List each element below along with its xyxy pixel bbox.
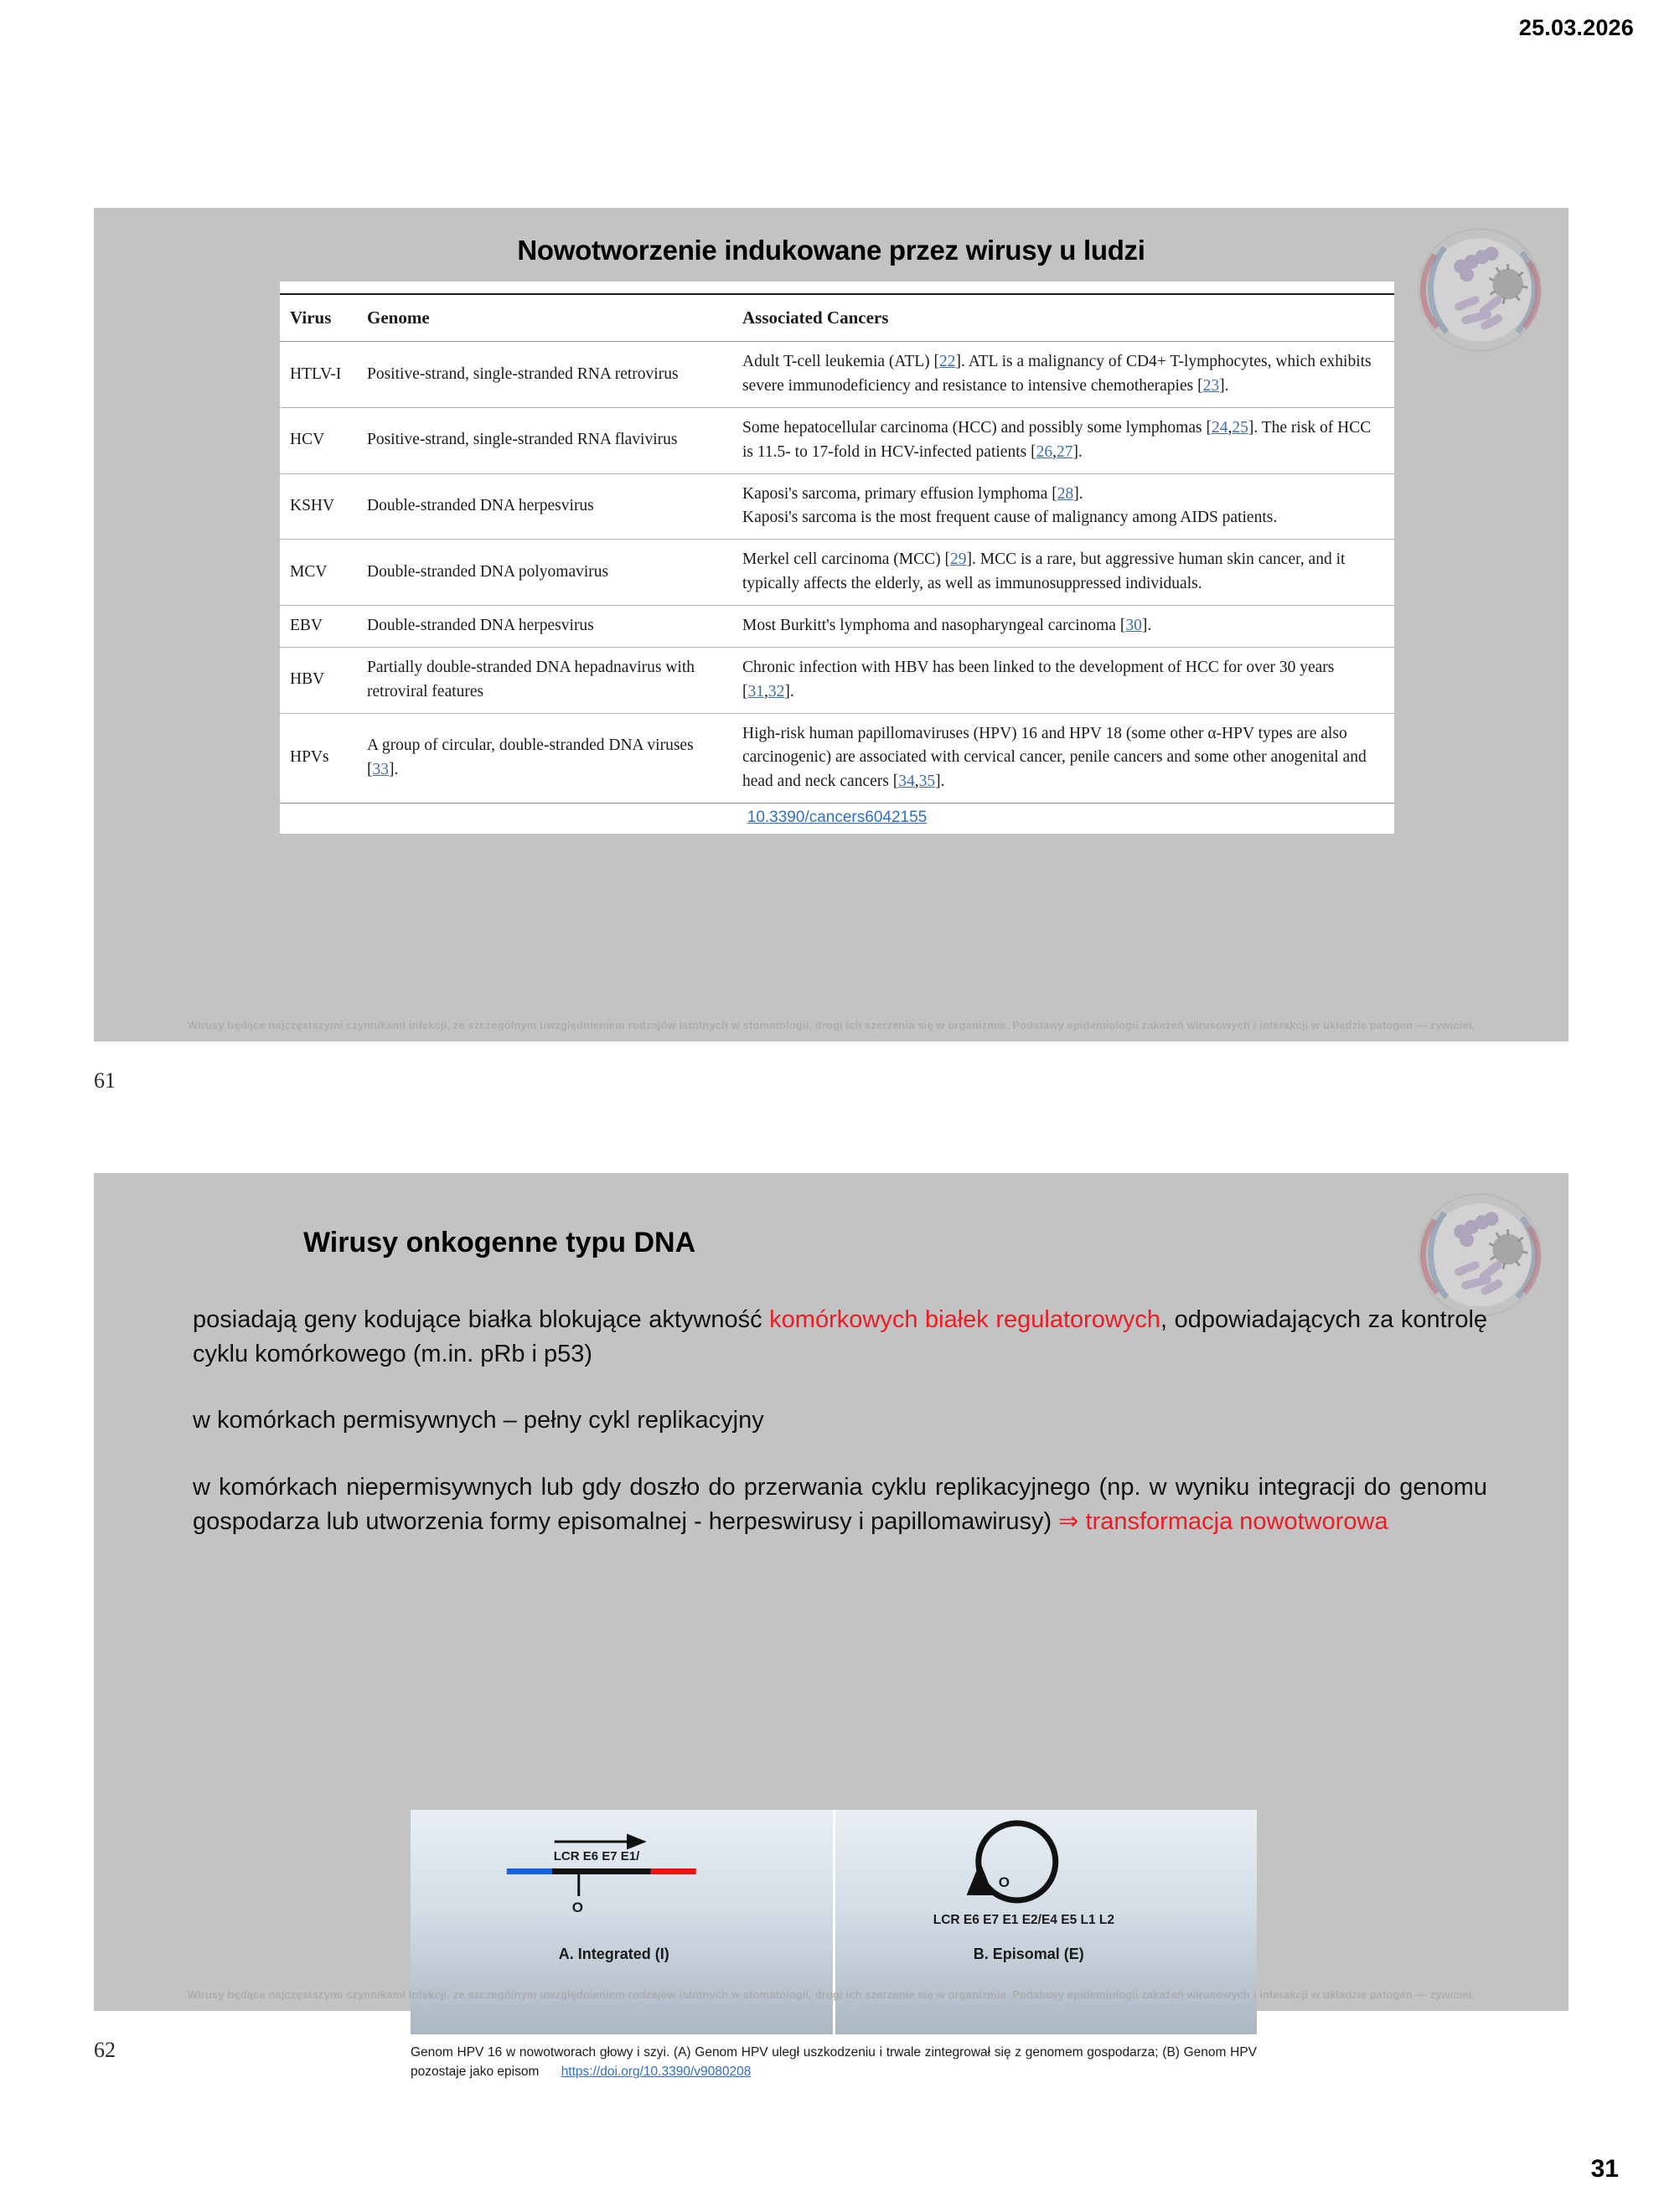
body-text: w komórkach permisywnych – pełny cykl replikacyjny	[193, 1407, 764, 1434]
slide-61-title: Nowotworzenie indukowane przez wirusy u ludzi	[517, 235, 1145, 266]
table-source-doi-link[interactable]: 10.3390/cancers6042155	[747, 809, 928, 827]
cell-genome: A group of circular, double-stranded DNA viruses [33].	[367, 736, 694, 778]
cell-cancers: Chronic infection with HBV has been linked to the development of HCC for over 30 years [31,32].	[742, 658, 1335, 700]
figure-caption	[411, 2043, 1257, 2082]
column-header-virus: Virus	[280, 294, 357, 342]
cell-cancers: Kaposi's sarcoma, primary effusion lymphoma [28]. Kaposi's sarcoma is the most frequent cause of malignancy among AIDS patients.	[742, 484, 1278, 527]
page-number: 31	[1590, 2155, 1619, 2183]
document-date: 25.03.2026	[1518, 15, 1634, 40]
highlighted-text: komórkowych białek regulatorowych	[769, 1306, 1160, 1333]
slide-number-61: 61	[94, 1068, 116, 1093]
table-row	[280, 407, 1394, 473]
highlighted-text: ⇒ transformacja nowotworowa	[1058, 1507, 1388, 1535]
table-row	[280, 540, 1394, 606]
cell-genome: Positive-strand, single-stranded RNA flavivirus	[367, 431, 678, 449]
table-row	[280, 647, 1394, 713]
body-text: w komórkach niepermisywnych lub gdy doszło do przerwania cyklu replikacyjnego (np. w wyniku integracji do genomu gospodarza lub utworzenia formy episomalnej - herpeswirusy i papillomawirusy)	[193, 1473, 1487, 1535]
table-header-row	[280, 294, 1394, 342]
cell-genome: Partially double-stranded DNA hepadnavirus with retroviral features	[367, 658, 695, 700]
cell-genome: Positive-strand, single-stranded RNA retrovirus	[367, 364, 679, 383]
panel-a-caption: A. Integrated (I)	[558, 1946, 669, 1962]
column-header-genome: Genome	[357, 294, 732, 342]
slide-number-62: 62	[94, 2038, 116, 2062]
cell-genome: Double-stranded DNA herpesvirus	[367, 616, 594, 634]
paragraph-2	[193, 1403, 1487, 1438]
cell-virus: EBV	[290, 616, 323, 634]
cell-genome: Double-stranded DNA herpesvirus	[367, 496, 594, 514]
cell-cancers: Some hepatocellular carcinoma (HCC) and possibly some lymphomas [24,25]. The risk of HCC is 11.5- to 17-fold in HCV-infected patients [26,27].	[742, 418, 1372, 461]
cell-genome: Double-stranded DNA polyomavirus	[367, 562, 609, 581]
table-row	[280, 342, 1394, 408]
panel-b-origin-label: O	[998, 1874, 1010, 1890]
column-header-cancers: Associated Cancers	[732, 294, 1394, 342]
paragraph-3	[193, 1470, 1487, 1539]
cell-cancers: Adult T-cell leukemia (ATL) [22]. ATL is a malignancy of CD4+ T-lymphocytes, which exhibits severe immunodeficiency and resistance to intensive chemotherapies [23].	[742, 353, 1372, 395]
body-text: , odpowiadających za kontrolę cyklu komórkowego (m.in. pRb i p53)	[193, 1306, 1488, 1368]
cell-virus: HTLV-I	[290, 364, 342, 383]
table-row	[280, 605, 1394, 647]
cell-cancers: Most Burkitt's lymphoma and nasopharyngeal carcinoma [30].	[742, 616, 1152, 634]
cell-virus: HBV	[290, 670, 325, 689]
cell-virus: KSHV	[290, 496, 335, 514]
panel-b-caption: B. Episomal (E)	[973, 1946, 1084, 1962]
panel-b-gene-labels: LCR E6 E7 E1 E2/E4 E5 L1 L2	[933, 1913, 1114, 1927]
table-body	[280, 342, 1394, 804]
paragraph-1	[193, 1303, 1487, 1372]
slide-62-footer: Wirusy będące najczęstszymi czynnikami infekcji, ze szczególnym uwzględnieniem rodzajów istotnych w stomatologii, drogi ich szerzenia się w organizmie. Podstawy epidemiologii zakażeń wirusowych i interakcji w układzie patogen — żywiciel.	[187, 1988, 1476, 2001]
hpv-genome-figure	[411, 1810, 1257, 2082]
cell-cancers: Merkel cell carcinoma (MCC) [29]. MCC is a rare, but aggressive human skin cancer, and it typically affects the elderly, as well as immunosuppressed individuals.	[742, 550, 1346, 593]
panel-a-gene-labels: LCR E6 E7 E1/	[553, 1849, 640, 1863]
cell-cancers: High-risk human papillomaviruses (HPV) 16 and HPV 18 (some other α-HPV types are also carcinogenic) are associated with cervical cancer, penile cancers and some other anogenital and head and neck cancers [34,35].	[742, 724, 1367, 791]
figure-caption-doi-link[interactable]: https://doi.org/10.3390/v9080208	[561, 2065, 752, 2080]
table-row	[280, 473, 1394, 540]
cell-virus: MCV	[290, 562, 328, 581]
figure-caption-text: Genom HPV 16 w nowotworach głowy i szyi. (A) Genom HPV uległ uszkodzeniu i trwale zintegrował się z genomem gospodarza; (B) Genom HPV pozostaje jako episom	[411, 2045, 1257, 2080]
table-row	[280, 713, 1394, 804]
cell-virus: HCV	[290, 431, 325, 449]
slide-61-footer: Wirusy będące najczęstszymi czynnikami infekcji, ze szczególnym uwzględnieniem rodzajów istotnych w stomatologii, drogi ich szerzenia się w organizmie. Podstawy epidemiologii zakażeń wirusowych i interakcji w układzie patogen — żywiciel.	[187, 1019, 1476, 1031]
slide-62-body	[193, 1303, 1487, 1571]
virus-cancer-table	[280, 293, 1394, 804]
slide-61	[94, 208, 1569, 1041]
panel-a-origin-label: O	[571, 1899, 583, 1915]
table-source-doi-container	[280, 809, 1394, 827]
virus-cancer-table-container	[280, 282, 1394, 834]
body-text: posiadają geny kodujące białka blokujące aktywność	[193, 1306, 770, 1333]
cell-virus: HPVs	[290, 748, 329, 767]
slide-62-title: Wirusy onkogenne typu DNA	[303, 1227, 696, 1258]
